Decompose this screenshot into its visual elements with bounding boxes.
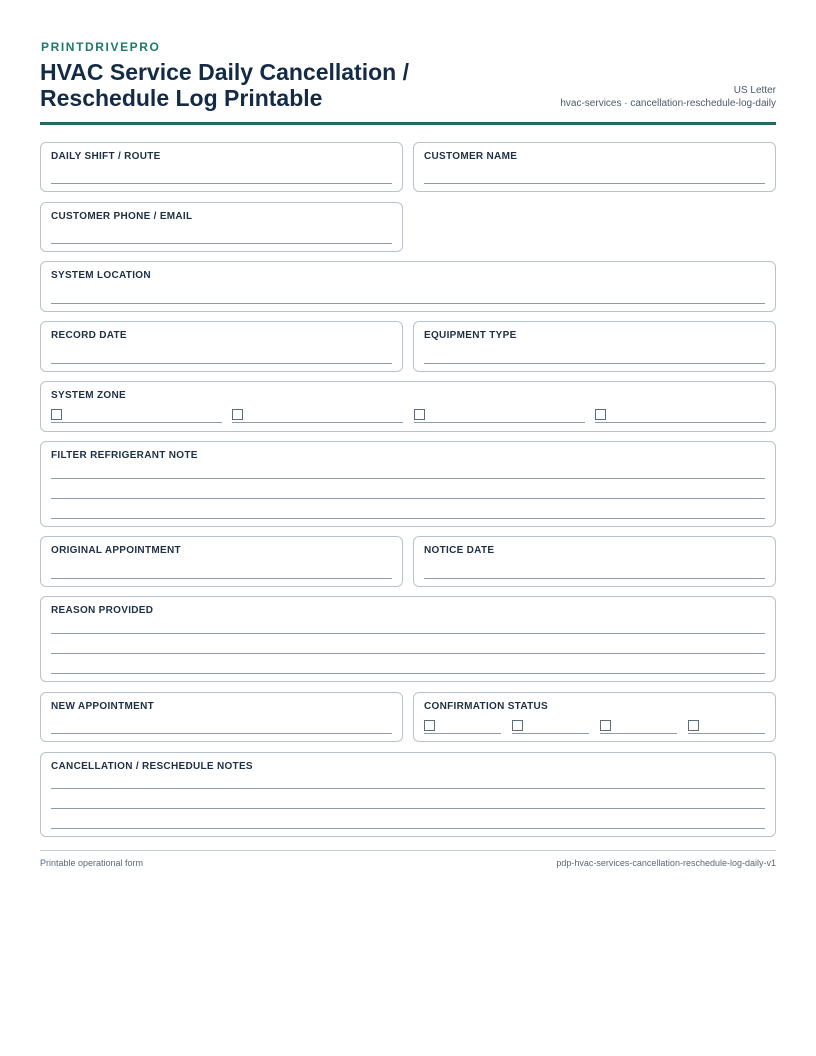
original-appointment-input-line[interactable] [51,578,392,579]
system-zone-option-1[interactable] [51,409,222,423]
system-location-input-line[interactable] [51,303,765,304]
new-appointment-field[interactable] [40,692,403,742]
reason-provided-line-3[interactable] [51,673,765,674]
new-appointment-input-line[interactable] [51,733,392,734]
checkbox-icon[interactable] [424,720,435,731]
checkbox-icon[interactable] [600,720,611,731]
customer-phone-email-input-line[interactable] [51,243,392,244]
confirmation-status-option-1[interactable] [424,720,501,734]
record-date-input-line[interactable] [51,363,392,364]
paper-size: US Letter [733,85,776,96]
confirmation-status-option-2[interactable] [512,720,589,734]
cancellation-reschedule-notes-field[interactable] [40,752,776,837]
notes-line-2[interactable] [51,808,765,809]
original-appointment-label: ORIGINAL APPOINTMENT [51,545,181,556]
daily-shift-route-field[interactable] [40,142,403,192]
reason-provided-label: REASON PROVIDED [51,605,154,616]
record-date-field[interactable] [40,321,403,372]
notice-date-label: NOTICE DATE [424,545,495,556]
reason-provided-line-2[interactable] [51,653,765,654]
notes-line-3[interactable] [51,828,765,829]
equipment-type-label: EQUIPMENT TYPE [424,330,517,341]
customer-name-input-line[interactable] [424,183,765,184]
reason-provided-field[interactable] [40,596,776,682]
notes-line-1[interactable] [51,788,765,789]
daily-shift-route-input-line[interactable] [51,183,392,184]
template-path: hvac-services · cancellation-reschedule-log-daily [560,98,776,109]
system-zone-label: SYSTEM ZONE [51,390,126,401]
checkbox-icon[interactable] [232,409,243,420]
header-rule [40,122,776,125]
filter-refrigerant-note-field[interactable] [40,441,776,527]
checkbox-icon[interactable] [595,409,606,420]
confirmation-status-option-3[interactable] [600,720,677,734]
daily-shift-route-label: DAILY SHIFT / ROUTE [51,151,161,162]
footer-form-type: Printable operational form [40,858,144,868]
filter-refrigerant-note-line-3[interactable] [51,518,765,519]
page-title: HVAC Service Daily Cancellation / Reschedule Log Printable [40,59,409,111]
filter-refrigerant-note-label: FILTER REFRIGERANT NOTE [51,450,198,461]
customer-name-field[interactable] [413,142,776,192]
footer-rule [40,850,776,851]
notice-date-field[interactable] [413,536,776,587]
reason-provided-line-1[interactable] [51,633,765,634]
checkbox-icon[interactable] [414,409,425,420]
page-meta [560,84,776,110]
checkbox-icon[interactable] [688,720,699,731]
system-zone-option-2[interactable] [232,409,403,423]
record-date-label: RECORD DATE [51,330,127,341]
confirmation-status-option-4[interactable] [688,720,765,734]
footer-form-id: pdp-hvac-services-cancellation-reschedule-log-daily-v1 [556,858,776,868]
system-location-field[interactable] [40,261,776,312]
checkbox-icon[interactable] [512,720,523,731]
confirmation-status-label: CONFIRMATION STATUS [424,701,549,712]
system-zone-option-4[interactable] [595,409,766,423]
system-zone-field [40,381,776,432]
notice-date-input-line[interactable] [424,578,765,579]
filter-refrigerant-note-line-2[interactable] [51,498,765,499]
cancellation-reschedule-notes-label: CANCELLATION / RESCHEDULE NOTES [51,761,253,772]
brand-name: PRINTDRIVEPRO [41,40,161,54]
equipment-type-field[interactable] [413,321,776,372]
customer-phone-email-field[interactable] [40,202,403,252]
system-location-label: SYSTEM LOCATION [51,270,151,281]
new-appointment-label: NEW APPOINTMENT [51,701,155,712]
checkbox-icon[interactable] [51,409,62,420]
original-appointment-field[interactable] [40,536,403,587]
customer-name-label: CUSTOMER NAME [424,151,518,162]
confirmation-status-field [413,692,776,742]
equipment-type-input-line[interactable] [424,363,765,364]
customer-phone-email-label: CUSTOMER PHONE / EMAIL [51,211,193,222]
system-zone-option-3[interactable] [414,409,585,423]
filter-refrigerant-note-line-1[interactable] [51,478,765,479]
